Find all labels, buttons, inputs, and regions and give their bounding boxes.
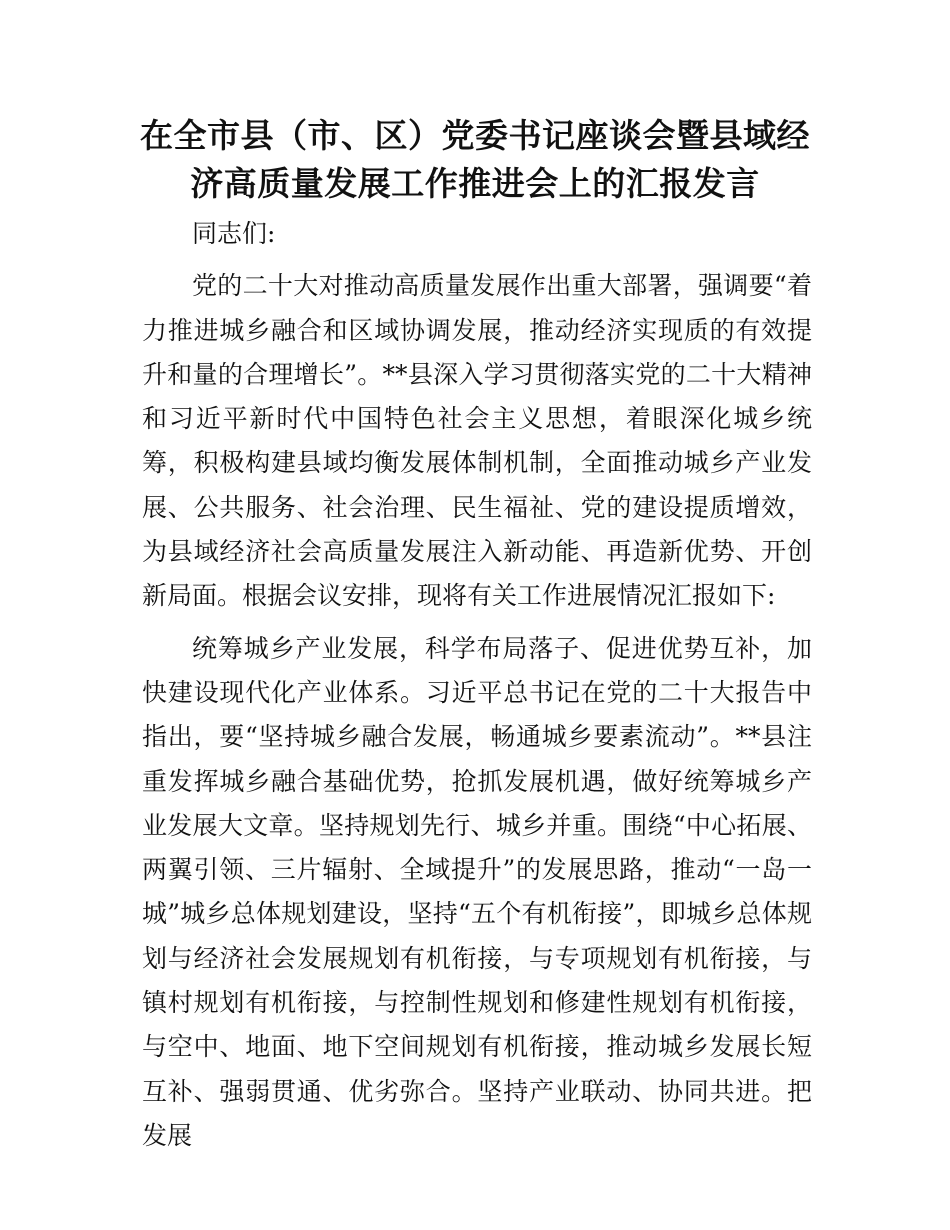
paragraph-industry: 统筹城乡产业发展，科学布局落子、促进优势互补，加快建设现代化产业体系。习近平总书记在党的二十大报告中指出，要“坚持城乡融合发展，畅通城乡要素流动”。**县注重发挥城乡融合基础优势，抢抓发展机遇，做好统筹城乡产业发展大文章。坚持规划先行、城乡并重。围绕“中心拓展、两翼引领、三片辐射、全域提升”的发展思路，推动“一岛一城”城乡总体规划建设，坚持“五个有机衔接”，即城乡总体规划与经济社会发展规划有机衔接，与专项规划有机衔接，与镇村规划有机衔接，与控制性规划和修建性规划有机衔接，与空中、地面、地下空间规划有机衔接，推动城乡发展长短互补、强弱贯通、优劣弥合。坚持产业联动、协同共进。把发展: [142, 633, 812, 1150]
paragraph-intro: 党的二十大对推动高质量发展作出重大部署，强调要“着力推进城乡融合和区域协调发展，推动经济实现质的有效提升和量的合理增长”。**县深入学习贯彻落实党的二十大精神和习近平新时代中国特色社会主义思想，着眼深化城乡统筹，积极构建县域均衡发展体制机制，全面推动城乡产业发展、公共服务、社会治理、民生福祉、党的建设提质增效，为县域经济社会高质量发展注入新动能、再造新优势、开创新局面。根据会议安排，现将有关工作进展情况汇报如下:: [142, 271, 812, 611]
title-line-1: 在全市县（市、区）党委书记座谈会暨县域经: [140, 116, 810, 155]
title-line-2: 济高质量发展工作推进会上的汇报发言: [190, 164, 760, 203]
salutation: 同志们:: [192, 219, 276, 248]
document-title: [120, 112, 830, 208]
document-body: [142, 212, 812, 1158]
